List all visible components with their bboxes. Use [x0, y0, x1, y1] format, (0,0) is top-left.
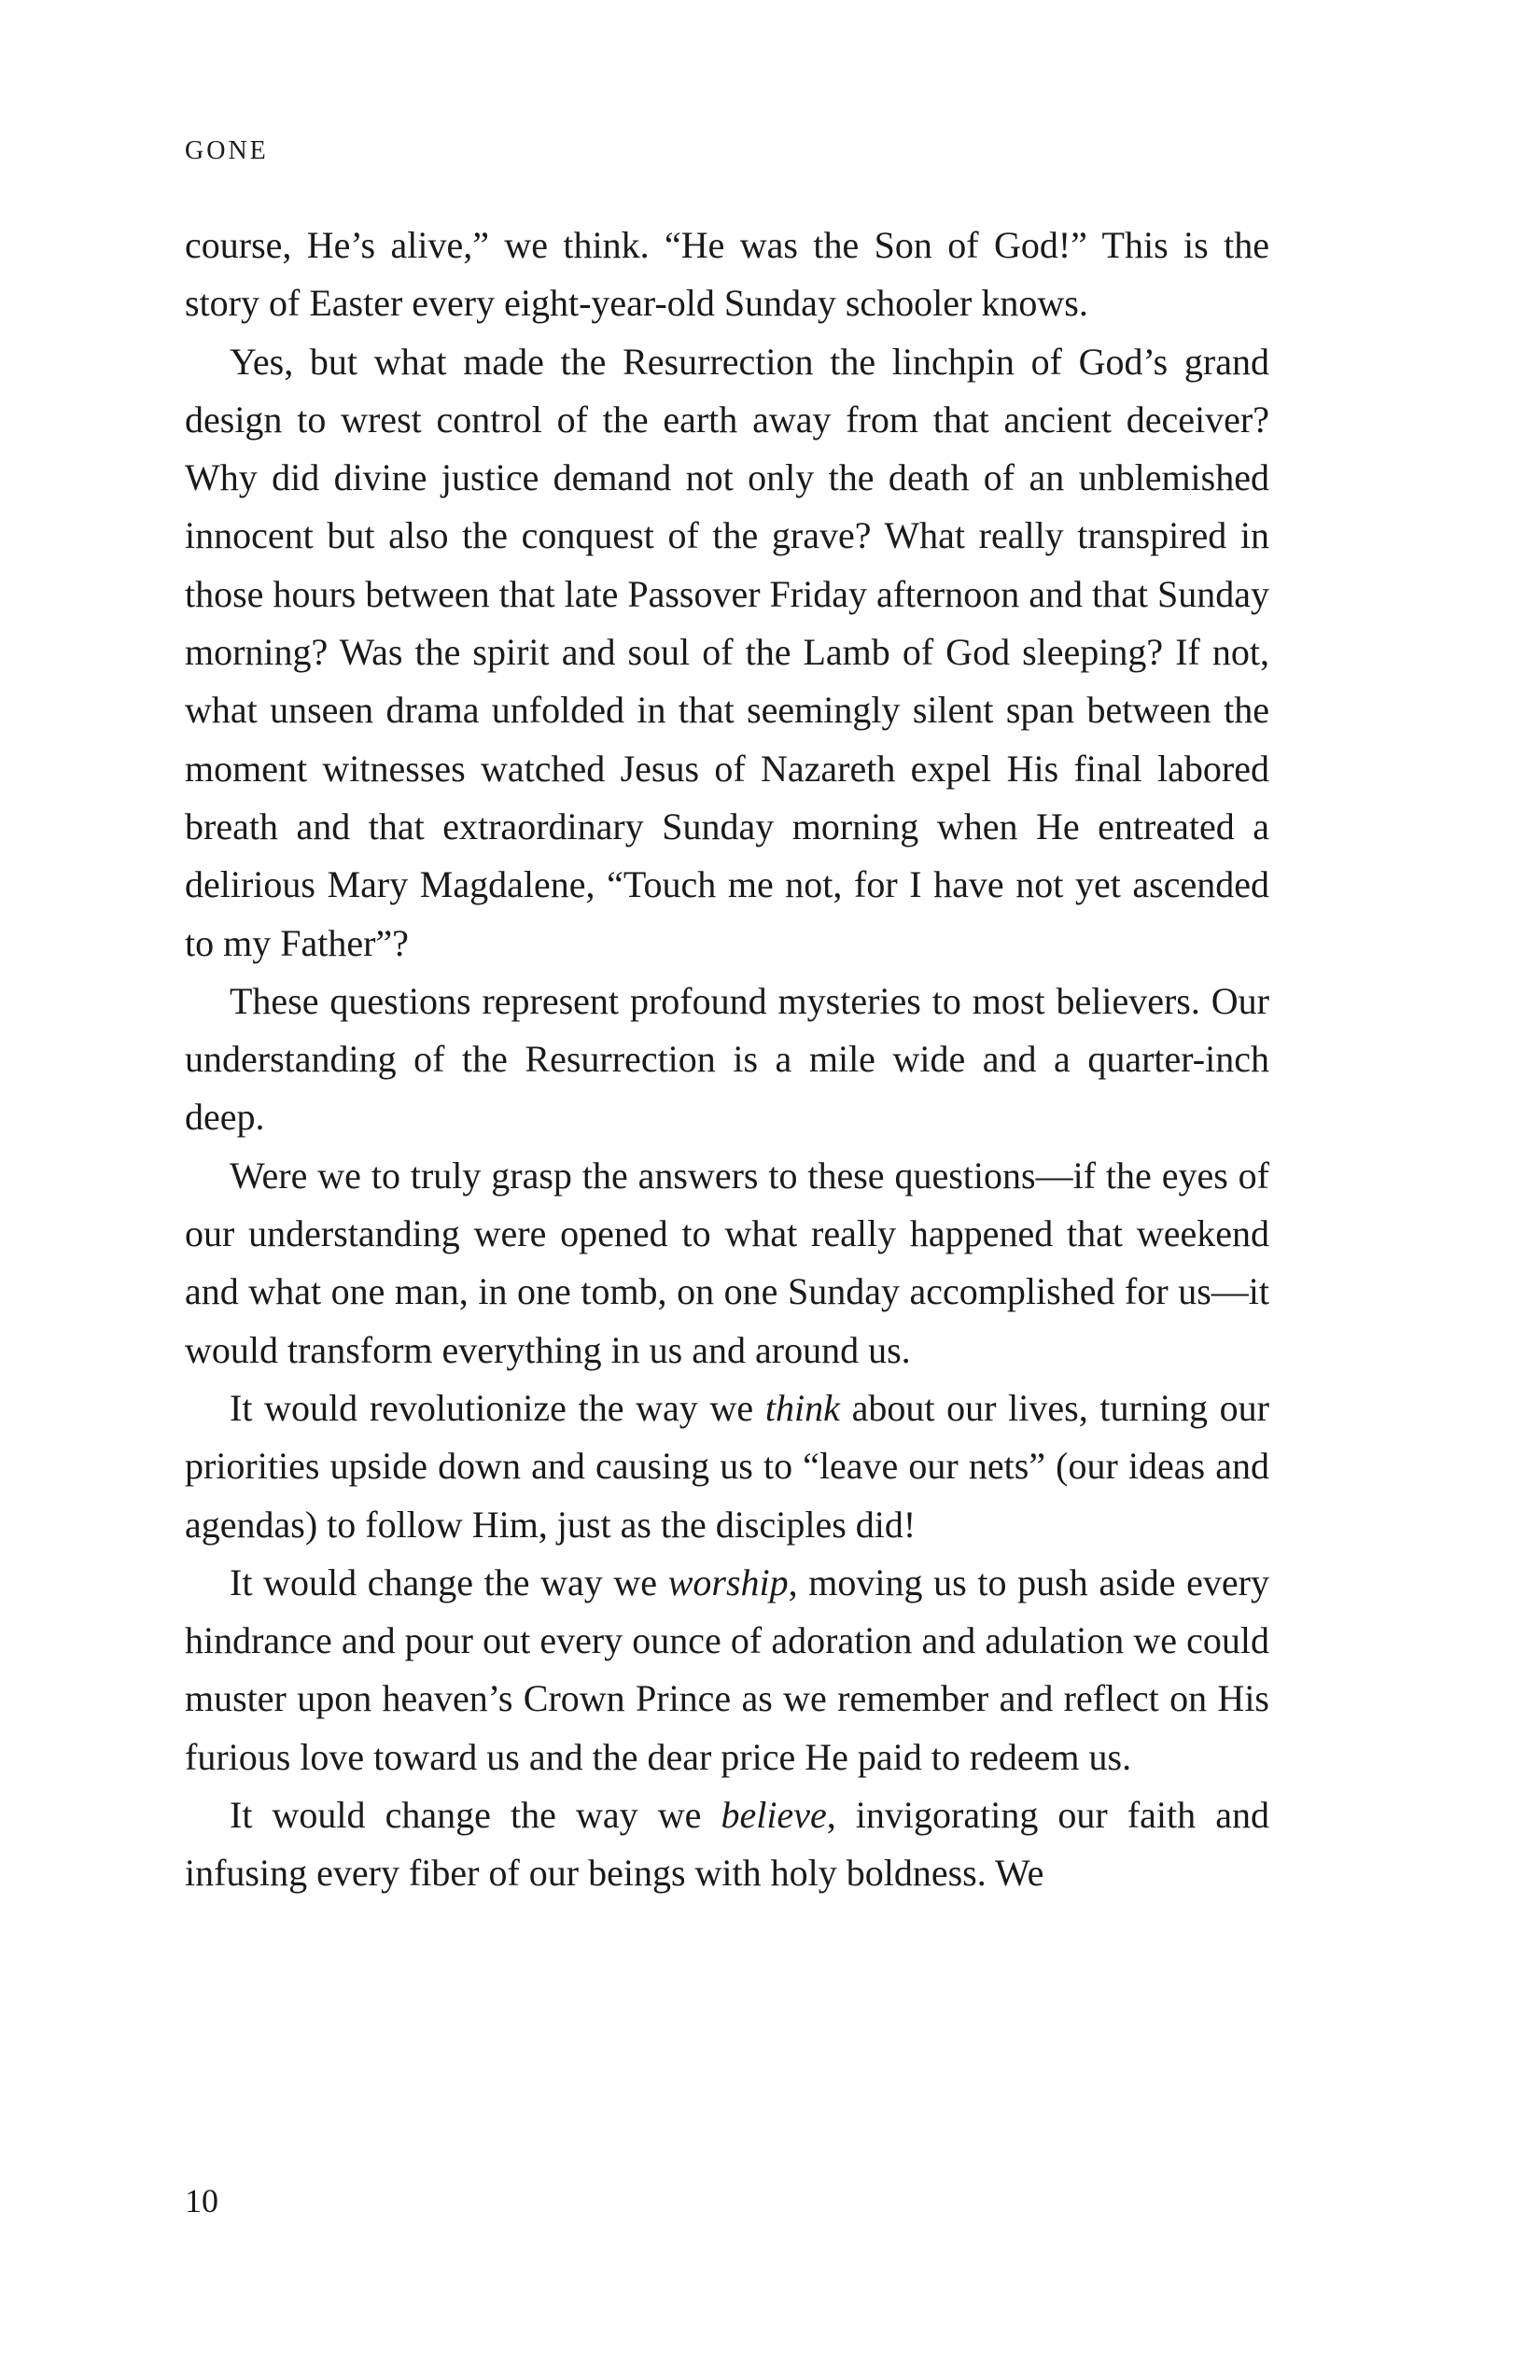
paragraph — [185, 1786, 1269, 1903]
paragraph-text: These questions represent profound mysteries to most believers. Our understanding of the Resurrection is a mile wide and a quarter-inch deep. — [185, 979, 1269, 1139]
body-text — [185, 217, 1269, 1903]
paragraph-text: It would change the way we — [230, 1794, 721, 1837]
paragraph-text: , moving us to push aside every hindrance and pour out every ounce of adoration and adulation we could muster upon heaven’s Crown Prince as we remember and reflect on His furious love toward us and the dear price He paid to redeem us. — [185, 1561, 1269, 1778]
paragraph — [185, 333, 1269, 973]
paragraph-text: about our lives, turning our priorities upside down and causing us to “leave our nets” (our ideas and agendas) to follow Him, just as the disciples did! — [185, 1386, 1269, 1546]
paragraph-text: Yes, but what made the Resurrection the linchpin of God’s grand design to wrest control of the earth away from that ancient deceiver? Why did divine justice demand not only the death of an unblemished innocent but also the conquest of the grave? What really transpired in those hours between that late Passover Friday afternoon and that Sunday morning? Was the spirit and soul of the Lamb of God sleeping? If not, what unseen drama unfolded in that seemingly silent span between the moment witnesses watched Jesus of Nazareth expel His final labored breath and that extraordinary Sunday morning when He entreated a delirious Mary Magdalene, “Touch me not, for I have not yet ascended to my Father”? — [185, 340, 1269, 964]
paragraph — [185, 1554, 1269, 1786]
paragraph-text: It would revolutionize the way we — [230, 1386, 765, 1429]
paragraph-text: Were we to truly grasp the answers to these questions—if the eyes of our understanding were opened to what really happened that weekend and what one man, in one tomb, on one Sunday accomplished for us—it would transform everything in us and around us. — [185, 1154, 1269, 1371]
paragraph — [185, 1379, 1269, 1554]
paragraph — [185, 217, 1269, 333]
paragraph — [185, 1147, 1269, 1379]
paragraph-text: , invigorating our faith and infusing every fiber of our beings with holy boldness. We — [185, 1794, 1270, 1895]
paragraph-text: course, He’s alive,” we think. “He was the Son of God!” This is the story of Easter every eight-year-old Sunday schooler knows. — [185, 224, 1269, 325]
emphasis-text: worship — [667, 1561, 789, 1603]
running-head: GONE — [185, 136, 269, 165]
page-number: 10 — [185, 2182, 218, 2219]
paragraph — [185, 973, 1269, 1147]
emphasis-text: think — [764, 1386, 840, 1429]
paragraph-text: It would change the way we — [230, 1561, 668, 1603]
emphasis-text: believe — [721, 1794, 827, 1837]
